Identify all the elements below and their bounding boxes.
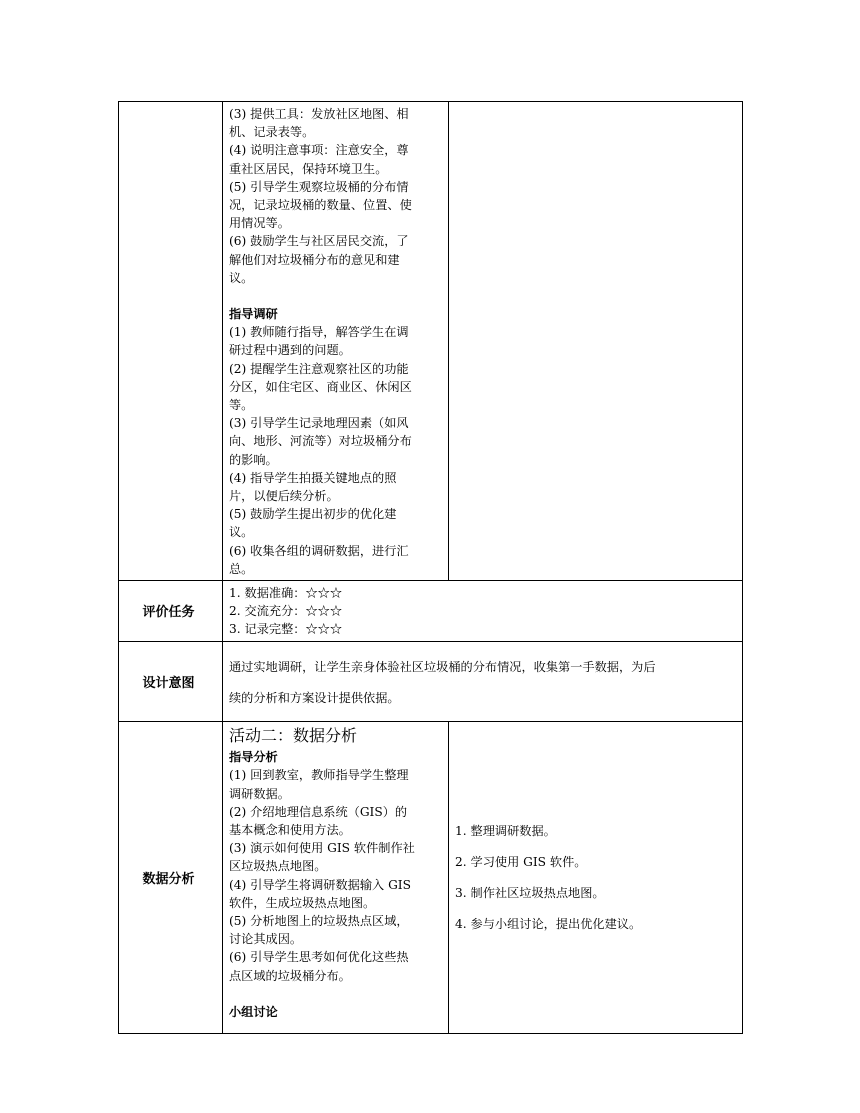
text-line: (4) 指导学生拍摄关键地点的照 [229,470,397,485]
text-line: 等。 [229,398,254,413]
text-line: 点区域的垃圾桶分布。 [229,968,351,983]
empty-label-cell [119,102,223,581]
guide-research-heading: 指导调研 [229,307,278,322]
evaluation-row [119,581,743,642]
text-line: (5) 分析地图上的垃圾热点区域， [229,914,409,929]
student-activity-cell [449,102,743,581]
text-line: (1) 教师随行指导，解答学生在调 [229,325,409,340]
text-line: (3) 提供工具：发放社区地图、相 [229,107,409,121]
lesson-plan-table [118,101,743,1034]
text-line: 机、记录表等。 [229,125,315,140]
text-line: 通过实地调研，让学生亲身体验社区垃圾桶的分布情况，收集第一手数据，为后 [229,659,656,674]
text-line: 议。 [229,525,254,540]
evaluation-item: 1. 数据准确：☆☆☆ [229,586,343,601]
text-line: (2) 介绍地理信息系统（GIS）的 [229,804,408,819]
student-task-item: 3. 制作社区垃圾热点地图。 [455,885,605,900]
text-line: (5) 鼓励学生提出初步的优化建 [229,507,397,522]
text-line: (2) 提醒学生注意观察社区的功能 [229,361,409,376]
evaluation-item: 2. 交流充分：☆☆☆ [229,604,343,619]
text-line: 解他们对垃圾桶分布的意见和建 [229,252,400,267]
text-line: 片，以便后续分析。 [229,489,339,504]
text-line: 基本概念和使用方法。 [229,823,351,838]
text-line: 续的分析和方案设计提供依据。 [229,690,400,705]
analysis-label-cell [119,722,223,1034]
text-line: 总。 [229,561,254,576]
text-line: 分区，如住宅区、商业区、休闲区 [229,379,412,394]
design-label-cell [119,641,223,722]
text-line: 区垃圾热点地图。 [229,859,327,874]
analysis-teacher-cell [223,722,449,1034]
analysis-label: 数据分析 [142,872,195,888]
text-line: (6) 收集各组的调研数据，进行汇 [229,543,409,558]
student-task-item: 4. 参与小组讨论，提出优化建议。 [455,916,642,931]
text-line: 向、地形、河流等）对垃圾桶分布 [229,434,412,449]
teacher-activity-cell [223,102,449,581]
spacer [229,985,442,1003]
text-line: (4) 说明注意事项：注意安全，尊 [229,143,409,158]
design-content-cell [223,641,743,722]
text-line: (3) 引导学生记录地理因素（如风 [229,416,409,431]
text-line: 的影响。 [229,452,278,467]
activity-one-row [119,102,743,581]
text-line: (1) 回到教室，教师指导学生整理 [229,768,409,783]
analysis-student-cell [449,722,743,1034]
text-line: 讨论其成因。 [229,932,303,947]
text-line: (6) 鼓励学生与社区居民交流，了 [229,234,409,249]
text-line: 议。 [229,270,254,285]
text-line: (6) 引导学生思考如何优化这些热 [229,950,409,965]
guide-analysis-heading: 指导分析 [229,750,278,765]
spacer [229,287,442,305]
student-task-item: 2. 学习使用 GIS 软件。 [455,855,587,870]
design-intent-row [119,641,743,722]
evaluation-content-cell [223,581,743,642]
text-line: 研过程中遇到的问题。 [229,343,351,358]
student-task-item: 1. 整理调研数据。 [455,824,556,839]
text-line: 况，记录垃圾桶的数量、位置、使 [229,198,412,213]
text-line: 用情况等。 [229,216,290,231]
text-line: 重社区居民，保持环境卫生。 [229,161,388,176]
activity-title: 活动二：数据分析 [229,726,358,746]
data-analysis-row [119,722,743,1034]
text-line: 调研数据。 [229,786,290,801]
text-line: (3) 演示如何使用 GIS 软件制作社 [229,841,415,856]
design-label: 设计意图 [142,675,195,691]
text-line: (4) 引导学生将调研数据输入 GIS [229,877,411,892]
text-line: (5) 引导学生观察垃圾桶的分布情 [229,179,409,194]
group-discussion-heading: 小组讨论 [229,1004,278,1019]
evaluation-label: 评价任务 [142,605,195,621]
evaluation-item: 3. 记录完整：☆☆☆ [229,622,343,637]
evaluation-label-cell [119,581,223,642]
text-line: 软件，生成垃圾热点地图。 [229,895,376,910]
